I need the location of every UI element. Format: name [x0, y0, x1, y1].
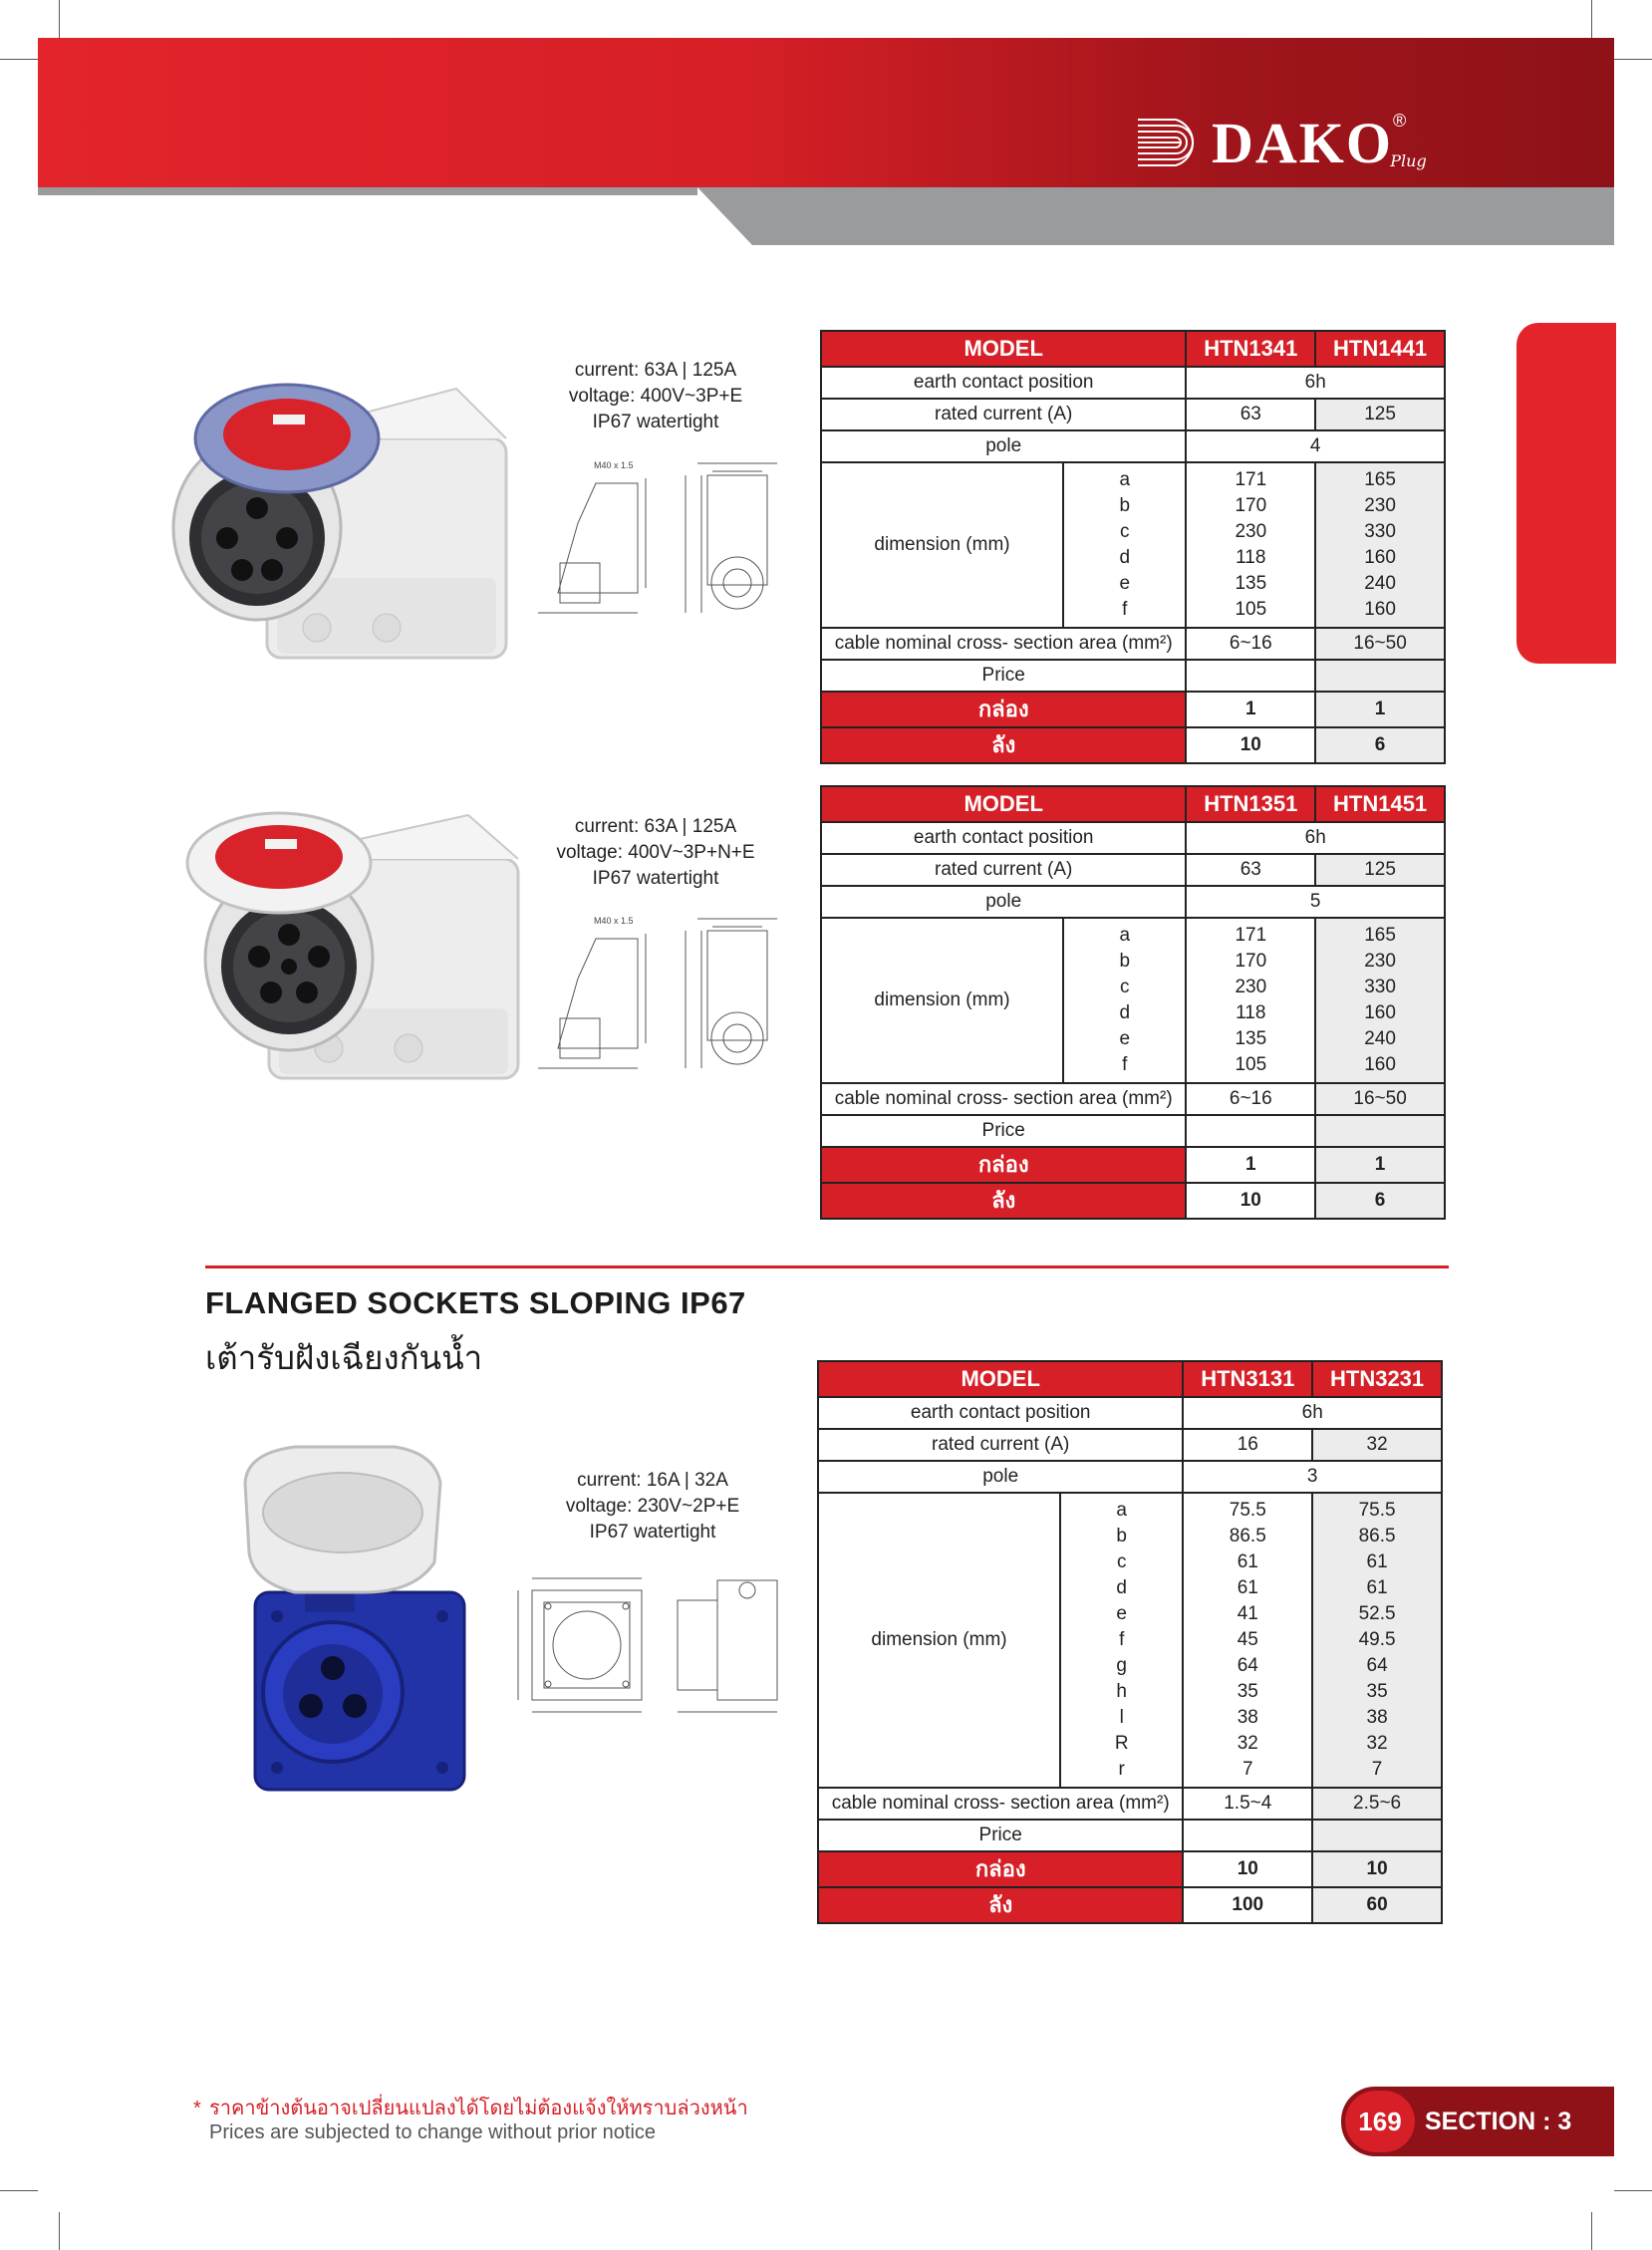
dimension-letter: f: [1119, 1629, 1125, 1650]
dimension-letter: c: [1119, 521, 1130, 542]
dimension-value: 230: [1235, 977, 1267, 997]
dimension-value: 230: [1364, 951, 1396, 972]
dimension-letter: f: [1122, 599, 1128, 620]
crop-mark: [1591, 2212, 1592, 2250]
dimension-value: 41: [1237, 1603, 1258, 1624]
row-label: pole: [821, 886, 1186, 918]
rated-current-value: 63: [1186, 399, 1315, 430]
earth-contact-value: 6h: [1186, 367, 1445, 399]
cable-value: 6~16: [1186, 628, 1315, 660]
row-label: earth contact position: [821, 367, 1186, 399]
header-grey-line: [38, 187, 697, 195]
price-value: [1315, 1115, 1445, 1147]
crop-mark: [59, 0, 60, 38]
spec-voltage: voltage: 400V~3P+E: [568, 386, 743, 407]
section-thai-title: เต้ารับฝังเฉียงกันน้ำ: [205, 1339, 483, 1376]
row-label: Price: [821, 660, 1186, 692]
row-label: Price: [821, 1115, 1186, 1147]
dimension-letter: d: [1116, 1577, 1127, 1598]
row-label: dimension (mm): [821, 918, 1063, 1083]
dimension-value: 118: [1236, 547, 1266, 568]
dimension-letter: a: [1116, 1500, 1127, 1521]
model-header: MODEL: [821, 331, 1186, 367]
spec-voltage: voltage: 230V~2P+E: [565, 1496, 740, 1517]
box-qty: 1: [1186, 1147, 1315, 1183]
crop-mark: [1614, 2190, 1652, 2191]
model-name: HTN1441: [1315, 331, 1445, 367]
dimension-value: 32: [1366, 1733, 1388, 1754]
rated-current-value: 125: [1315, 399, 1445, 430]
section-divider: [205, 1266, 1449, 1268]
drawing-label: M40 x 1.5: [594, 460, 634, 470]
dimension-letters: [1063, 918, 1186, 1083]
brand-name: DAKO: [1212, 110, 1393, 175]
cable-value: 6~16: [1186, 1083, 1315, 1115]
price-value: [1315, 660, 1445, 692]
cable-value: 2.5~6: [1312, 1788, 1442, 1820]
dimension-value: 118: [1236, 1002, 1266, 1023]
model-header: MODEL: [818, 1361, 1183, 1397]
dimension-value: 75.5: [1229, 1500, 1266, 1521]
price-value: [1186, 1115, 1315, 1147]
model-name: HTN1341: [1186, 331, 1315, 367]
dimension-value: 7: [1371, 1759, 1383, 1780]
dimension-value: 38: [1366, 1707, 1388, 1728]
model-name: HTN3131: [1183, 1361, 1312, 1397]
rated-current-value: 125: [1315, 854, 1445, 886]
dimension-values: [1186, 462, 1315, 628]
price-value: [1183, 1820, 1312, 1851]
model-name: HTN1351: [1186, 786, 1315, 822]
product-specs: [546, 358, 765, 435]
product-image-socket-4p: [128, 379, 526, 668]
logo-d-lines-icon: [1136, 116, 1208, 169]
dimension-values: [1186, 918, 1315, 1083]
spec-ip-rating: IP67 watertight: [592, 868, 719, 889]
crate-label: ลัง: [821, 1183, 1186, 1219]
dimension-value: 165: [1364, 469, 1396, 490]
dimension-value: 135: [1235, 573, 1267, 594]
row-label: cable nominal cross- section area (mm²): [821, 1083, 1186, 1115]
section-label: SECTION : 3: [1425, 2108, 1572, 2135]
spec-table: [820, 785, 1446, 1220]
dimension-letter: f: [1122, 1054, 1128, 1075]
dimension-letter: l: [1119, 1707, 1124, 1728]
dimension-value: 160: [1364, 599, 1396, 620]
spec-ip-rating: IP67 watertight: [592, 412, 719, 432]
dimension-value: 61: [1237, 1577, 1258, 1598]
dimension-value: 105: [1235, 599, 1267, 620]
dimension-value: 165: [1364, 925, 1396, 946]
spec-current: current: 63A | 125A: [574, 816, 737, 837]
dimension-letter: e: [1119, 1028, 1131, 1049]
crate-qty: 6: [1315, 1183, 1445, 1219]
dimension-value: 105: [1235, 1054, 1267, 1075]
dimension-letters: [1060, 1493, 1183, 1788]
crate-qty: 100: [1183, 1887, 1312, 1923]
row-label: pole: [818, 1461, 1183, 1493]
dimension-letter: b: [1119, 951, 1131, 972]
dimension-value: 86.5: [1229, 1526, 1266, 1547]
dimension-value: 45: [1237, 1629, 1258, 1650]
dimension-value: 32: [1237, 1733, 1258, 1754]
dimension-value: 170: [1235, 495, 1267, 516]
dimension-letter: R: [1114, 1733, 1129, 1754]
dimension-letter: g: [1116, 1655, 1127, 1676]
technical-drawing: [508, 1570, 797, 1720]
dimension-value: 135: [1235, 1028, 1267, 1049]
row-label: rated current (A): [821, 399, 1186, 430]
header-grey-strip: [697, 187, 1614, 245]
product-image-socket-blue: [235, 1443, 474, 1794]
spec-current: current: 16A | 32A: [577, 1470, 728, 1491]
dimension-value: 86.5: [1358, 1526, 1396, 1547]
brand-logo: [1136, 108, 1443, 177]
dimension-value: 230: [1364, 495, 1396, 516]
cable-value: 1.5~4: [1183, 1788, 1312, 1820]
dimension-values: [1312, 1493, 1442, 1788]
dimension-letter: e: [1119, 573, 1131, 594]
row-label: cable nominal cross- section area (mm²): [821, 628, 1186, 660]
spec-table: [820, 330, 1446, 764]
cable-value: 16~50: [1315, 1083, 1445, 1115]
dimension-value: 75.5: [1358, 1500, 1396, 1521]
notice-english: Prices are subjected to change without prior notice: [209, 2121, 657, 2143]
model-name: HTN3231: [1312, 1361, 1442, 1397]
dimension-value: 49.5: [1358, 1629, 1396, 1650]
dimension-letter: a: [1119, 469, 1131, 490]
row-label: dimension (mm): [818, 1493, 1060, 1788]
dimension-letter: a: [1119, 925, 1131, 946]
technical-drawing: [538, 909, 787, 1078]
dimension-letter: c: [1119, 977, 1130, 997]
price-value: [1312, 1820, 1442, 1851]
box-label: กล่อง: [818, 1851, 1183, 1887]
dimension-value: 35: [1237, 1681, 1258, 1702]
crate-qty: 10: [1186, 1183, 1315, 1219]
dimension-letter: h: [1116, 1681, 1127, 1702]
section-side-tab: [1516, 323, 1616, 664]
dimension-value: 61: [1237, 1551, 1258, 1572]
dimension-value: 171: [1235, 925, 1267, 946]
dimension-value: 240: [1364, 1028, 1396, 1049]
spec-voltage: voltage: 400V~3P+N+E: [556, 842, 755, 863]
dimension-value: 330: [1364, 521, 1396, 542]
row-label: Price: [818, 1820, 1183, 1851]
crate-label: ลัง: [818, 1887, 1183, 1923]
dimension-value: 64: [1237, 1655, 1258, 1676]
drawing-label: M40 x 1.5: [594, 916, 634, 926]
dimension-value: 38: [1237, 1707, 1258, 1728]
dimension-value: 330: [1364, 977, 1396, 997]
dimension-value: 64: [1366, 1655, 1388, 1676]
crate-qty: 60: [1312, 1887, 1442, 1923]
box-qty: 1: [1186, 692, 1315, 727]
crate-label: ลัง: [821, 727, 1186, 763]
dimension-value: 230: [1235, 521, 1267, 542]
dimension-letter: d: [1119, 547, 1131, 568]
dimension-value: 160: [1364, 1002, 1396, 1023]
row-label: dimension (mm): [821, 462, 1063, 628]
dimension-value: 160: [1364, 547, 1396, 568]
earth-contact-value: 6h: [1183, 1397, 1442, 1429]
dimension-letter: d: [1119, 1002, 1131, 1023]
spec-table: [817, 1360, 1443, 1924]
dimension-value: 171: [1235, 469, 1267, 490]
dimension-value: 7: [1241, 1759, 1253, 1780]
box-qty: 10: [1183, 1851, 1312, 1887]
row-label: rated current (A): [818, 1429, 1183, 1461]
dimension-values: [1315, 462, 1445, 628]
dimension-value: 61: [1366, 1577, 1388, 1598]
price-value: [1186, 660, 1315, 692]
product-specs: [546, 814, 765, 892]
dimension-value: 35: [1366, 1681, 1388, 1702]
earth-contact-value: 6h: [1186, 822, 1445, 854]
dimension-letter: c: [1116, 1551, 1127, 1572]
dimension-letter: e: [1116, 1603, 1127, 1624]
technical-drawing: [538, 453, 787, 623]
notice-asterisk: *: [193, 2098, 201, 2119]
pole-value: 3: [1183, 1461, 1442, 1493]
crop-mark: [59, 2212, 60, 2250]
dimension-letter: b: [1119, 495, 1131, 516]
dimension-value: 240: [1364, 573, 1396, 594]
section-title: FLANGED SOCKETS SLOPING IP67: [205, 1285, 746, 1320]
dimension-value: 52.5: [1358, 1603, 1396, 1624]
row-label: cable nominal cross- section area (mm²): [818, 1788, 1183, 1820]
rated-current-value: 63: [1186, 854, 1315, 886]
box-qty: 1: [1315, 1147, 1445, 1183]
row-label: earth contact position: [818, 1397, 1183, 1429]
rated-current-value: 16: [1183, 1429, 1312, 1461]
page-number: 169: [1345, 2091, 1415, 2152]
spec-ip-rating: IP67 watertight: [589, 1522, 716, 1543]
row-label: earth contact position: [821, 822, 1186, 854]
box-label: กล่อง: [821, 692, 1186, 727]
page-footer-badge: [1341, 2087, 1614, 2156]
dimension-letter: b: [1116, 1526, 1127, 1547]
model-name: HTN1451: [1315, 786, 1445, 822]
cable-value: 16~50: [1315, 628, 1445, 660]
dimension-value: 61: [1366, 1551, 1388, 1572]
dimension-value: 160: [1364, 1054, 1396, 1075]
box-label: กล่อง: [821, 1147, 1186, 1183]
spec-current: current: 63A | 125A: [574, 360, 737, 381]
crate-qty: 10: [1186, 727, 1315, 763]
model-header: MODEL: [821, 786, 1186, 822]
product-image-socket-5p: [179, 809, 538, 1088]
rated-current-value: 32: [1312, 1429, 1442, 1461]
dimension-letter: r: [1118, 1759, 1125, 1780]
dimension-value: 170: [1235, 951, 1267, 972]
row-label: pole: [821, 430, 1186, 462]
row-label: rated current (A): [821, 854, 1186, 886]
brand-tagline: Plug: [1390, 150, 1427, 170]
dimension-values: [1315, 918, 1445, 1083]
pole-value: 4: [1186, 430, 1445, 462]
brand-registered-mark: ®: [1393, 110, 1407, 131]
box-qty: 10: [1312, 1851, 1442, 1887]
crate-qty: 6: [1315, 727, 1445, 763]
crop-mark: [0, 59, 38, 60]
dimension-letters: [1063, 462, 1186, 628]
product-specs: [543, 1468, 762, 1546]
crop-mark: [1591, 0, 1592, 38]
price-notice: [193, 2097, 748, 2144]
box-qty: 1: [1315, 692, 1445, 727]
notice-thai: ราคาข้างต้นอาจเปลี่ยนแปลงได้โดยไม่ต้องแจ้งให้ทราบล่วงหน้า: [209, 2098, 748, 2119]
pole-value: 5: [1186, 886, 1445, 918]
dimension-values: [1183, 1493, 1312, 1788]
crop-mark: [0, 2190, 38, 2191]
crop-mark: [1614, 59, 1652, 60]
